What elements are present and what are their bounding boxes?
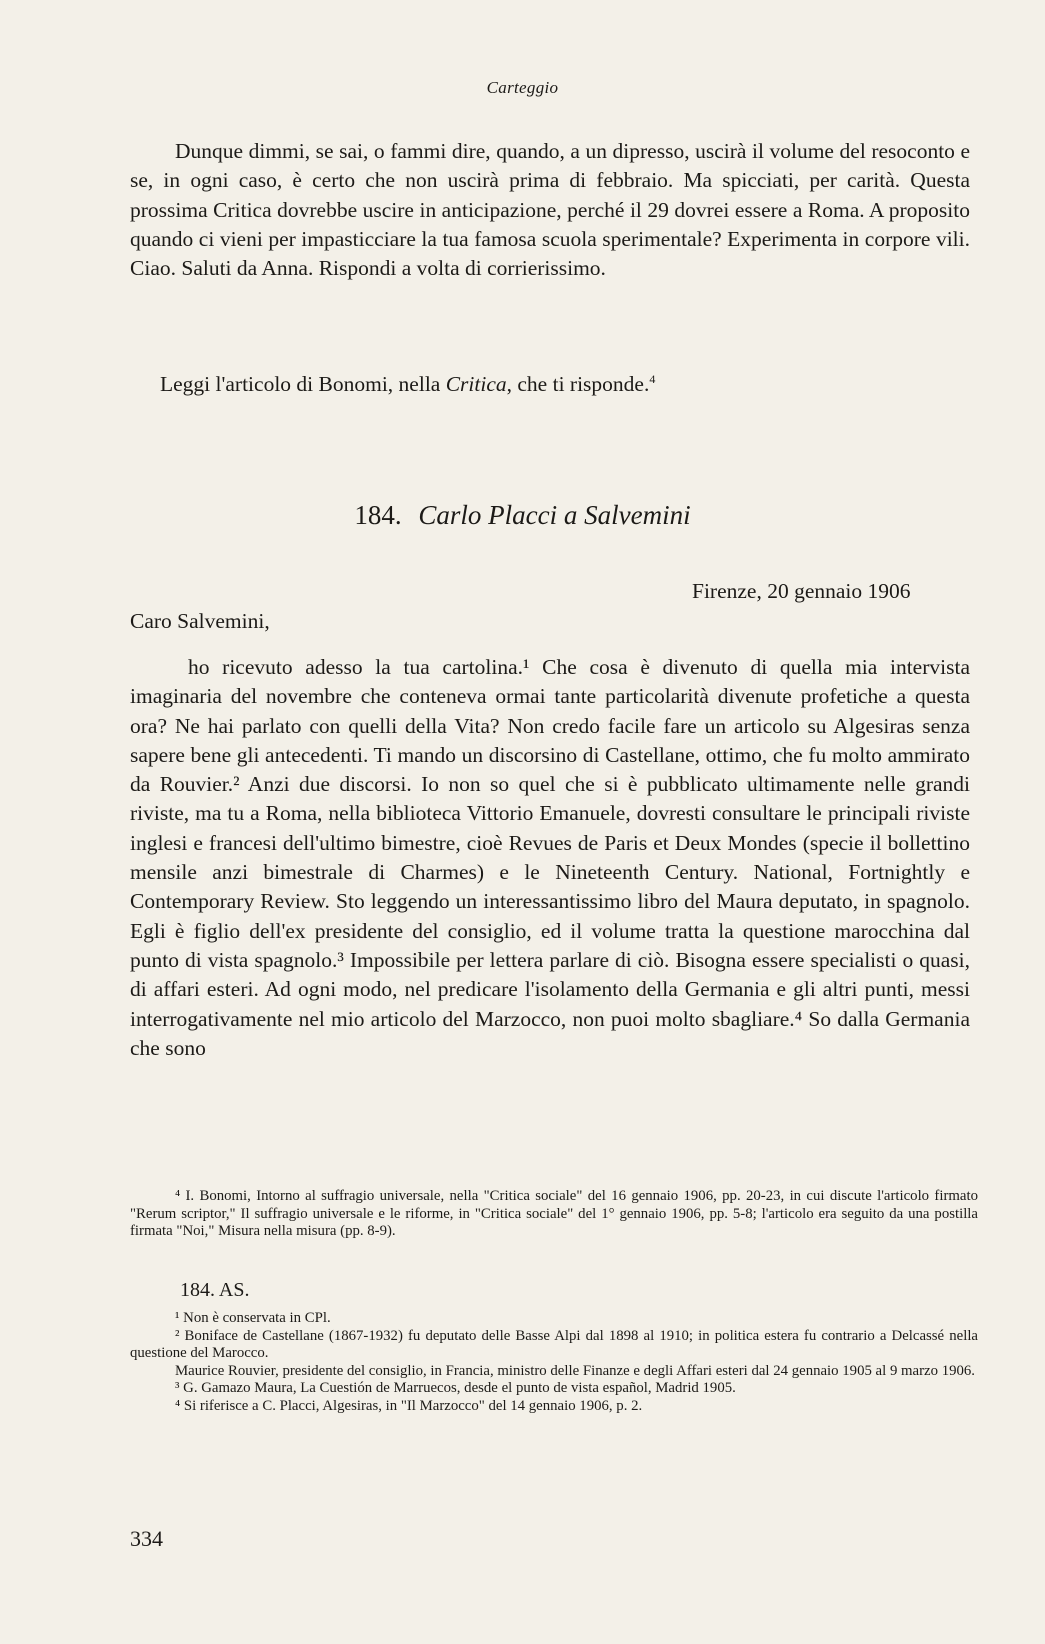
- postscript-note-ref: 4: [649, 371, 656, 386]
- footnote-2: ² Boniface de Castellane (1867-1932) fu deputato delle Basse Alpi dal 1898 al 1910; in politica estera fu contrario a Delcassé nella questione del Marocco.: [130, 1327, 978, 1361]
- running-head: Carteggio: [486, 78, 559, 97]
- footnotes: [130, 1310, 978, 1415]
- footnote-section-label: 184. AS.: [180, 1279, 250, 1301]
- postscript: [130, 370, 970, 399]
- letter-body-text: ho ricevuto adesso la tua cartolina.¹ Che cosa è divenuto di quella mia intervista imaginaria del novembre che conteneva ormai tante particolarità divenute profetiche a questa ora? Ne hai parlato con quelli della Vita? Non credo facile fare un articolo su Algesiras senza sapere bene gli antecedenti. Ti mando un discorsino di Castellane, ottimo, che fu molto ammirato da Rouvier.² Anzi due discorsi. Io non so quel che si è pubblicato ultimamente nelle grandi riviste, ma tu a Roma, nella biblioteca Vittorio Emanuele, dovresti consultare le principali riviste inglesi e francesi dell'ultimo bimestre, cioè Revues de Paris et Deux Mondes (specie il bollettino mensile anzi bimestrale di Charmes) e le Nineteenth Century. National, Fortnightly e Contemporary Review. Sto leggendo un interessantissimo libro del Maura deputato, in spagnolo. Egli è figlio dell'ex presidente del consiglio, ed il volume tratta la questione marocchina dal punto di vista spagnolo.³ Impossibile per lettera parlare di ciò. Bisogna essere specialisti o quasi, di affari esteri. Ad ogni modo, nel predicare l'isolamento della Germania e gli altri punti, messi interrogativamente nel mio articolo del Marzocco, non puoi molto sbagliare.⁴ So dalla Germania che sono: [130, 655, 970, 1060]
- letter-title: Carlo Placci a Salvemini: [418, 500, 691, 530]
- opening-paragraph: [130, 137, 970, 283]
- footnote-2-continued: Maurice Rouvier, presidente del consiglio, in Francia, ministro delle Finanze e degli Affari esteri dal 24 gennaio 1905 al 9 marzo 1906.: [175, 1362, 975, 1379]
- page-number: 334: [130, 1526, 163, 1551]
- letter-number: 184.: [354, 500, 402, 530]
- postscript-italic: Critica: [445, 372, 507, 396]
- letter-heading: [0, 500, 1045, 531]
- footnote-1: ¹ Non è conservata in CPl.: [175, 1310, 331, 1326]
- footnote-3: ³ G. Gamazo Maura, La Cuestión de Marruecos, desde el punto de vista español, Madrid 1905.: [175, 1380, 736, 1396]
- letter-place-date: Firenze, 20 gennaio 1906: [692, 579, 911, 603]
- opening-paragraph-text: Dunque dimmi, se sai, o fammi dire, quando, a un dipresso, uscirà il volume del resoconto e se, in ogni caso, è certo che non uscirà prima di febbraio. Ma spicciati, per carità. Questa prossima Critica dovrebbe uscire in anticipazione, perché il 29 dovrei essere a Roma. A proposito quando ci vieni per impasticciare la tua famosa scuola sperimentale? Experimenta in corpore vili. Ciao. Saluti da Anna. Rispondi a volta di corrierissimo.: [130, 139, 970, 281]
- postscript-after: , che ti risponde.: [506, 372, 650, 396]
- postscript-before: Leggi l'articolo di Bonomi, nella: [160, 372, 446, 396]
- letter-salutation: Caro Salvemini,: [130, 609, 270, 633]
- footnote-4: ⁴ Si riferisce a C. Placci, Algesiras, in "Il Marzocco" del 14 gennaio 1906, p. 2.: [175, 1397, 643, 1414]
- footnote-prev-4: ⁴ I. Bonomi, Intorno al suffragio universale, nella "Critica sociale" del 16 gennaio 1906, pp. 20-23, in cui discute l'articolo firmato "Rerum scriptor," Il suffragio universale e le riforme, in "Critica sociale" del 1° gennaio 1906, pp. 5-8; l'articolo era seguito da una postilla firmata "Noi," Misura nella misura (pp. 8-9).: [130, 1188, 978, 1239]
- letter-body: [130, 653, 970, 1063]
- footnotes-previous-letter: [130, 1188, 978, 1241]
